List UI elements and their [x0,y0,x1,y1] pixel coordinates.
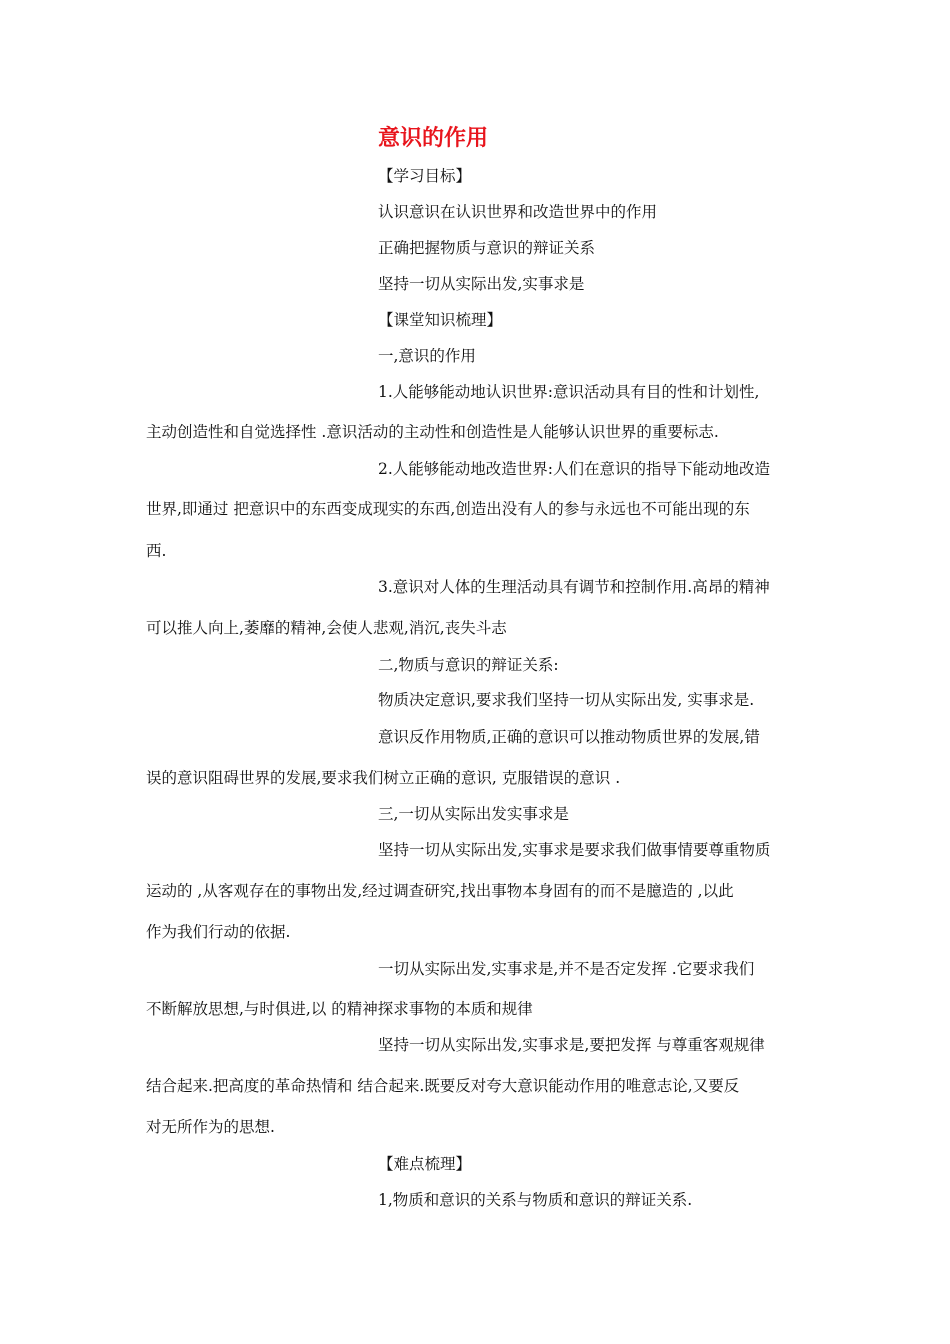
text-line: 可以推人向上,萎靡的精神,会使人悲观,消沉,丧失斗志 [146,619,507,637]
text-line: 2.人能够能动地改造世界:人们在意识的指导下能动地改造 [378,460,771,478]
text-line: 世界,即通过 把意识中的东西变成现实的东西,创造出没有人的参与永远也不可能出现的东 [146,500,750,518]
text-line: 三,一切从实际出发实事求是 [378,805,569,823]
text-line: 作为我们行动的依据. [146,923,291,941]
text-line: 正确把握物质与意识的辩证关系 [378,239,596,257]
text-line: 意识反作用物质,正确的意识可以推动物质世界的发展,错 [378,728,760,746]
text-line: 1,物质和意识的关系与物质和意识的辩证关系. [378,1191,693,1209]
text-line: 一,意识的作用 [378,347,476,365]
text-line: 结合起来.把高度的革命热情和 结合起来.既要反对夸大意识能动作用的唯意志论,又要反 [146,1077,740,1095]
text-line: 【课堂知识梳理】 [378,311,503,329]
text-line: 【学习目标】 [378,167,472,185]
text-line: 坚持一切从实际出发,实事求是要求我们做事情要尊重物质 [378,841,771,859]
text-line: 西. [146,542,167,560]
document-title: 意识的作用 [378,126,489,151]
text-line: 不断解放思想,与时俱进,以 的精神探求事物的本质和规律 [146,1000,533,1018]
text-line: 认识意识在认识世界和改造世界中的作用 [378,203,658,221]
text-line: 二,物质与意识的辩证关系: [378,656,559,674]
text-line: 1.人能够能动地认识世界:意识活动具有目的性和计划性, [378,383,760,401]
text-line: 主动创造性和自觉选择性 .意识活动的主动性和创造性是人能够认识世界的重要标志. [146,423,719,441]
text-line: 3.意识对人体的生理活动具有调节和控制作用.高昂的精神 [378,578,770,596]
text-line: 运动的 ,从客观存在的事物出发,经过调查研究,找出事物本身固有的而不是臆造的 ,以此 [146,882,734,900]
text-line: 对无所作为的思想. [146,1118,275,1136]
section-heading: 【难点梳理】 [378,1155,472,1173]
text-line: 误的意识阻碍世界的发展,要求我们树立正确的意识, 克服错误的意识 . [146,769,621,787]
text-line: 一切从实际出发,实事求是,并不是否定发挥 .它要求我们 [378,960,755,978]
text-line: 坚持一切从实际出发,实事求是 [378,275,585,293]
text-line: 物质决定意识,要求我们坚持一切从实际出发, 实事求是. [378,691,755,709]
text-line: 坚持一切从实际出发,实事求是,要把发挥 与尊重客观规律 [378,1036,765,1054]
